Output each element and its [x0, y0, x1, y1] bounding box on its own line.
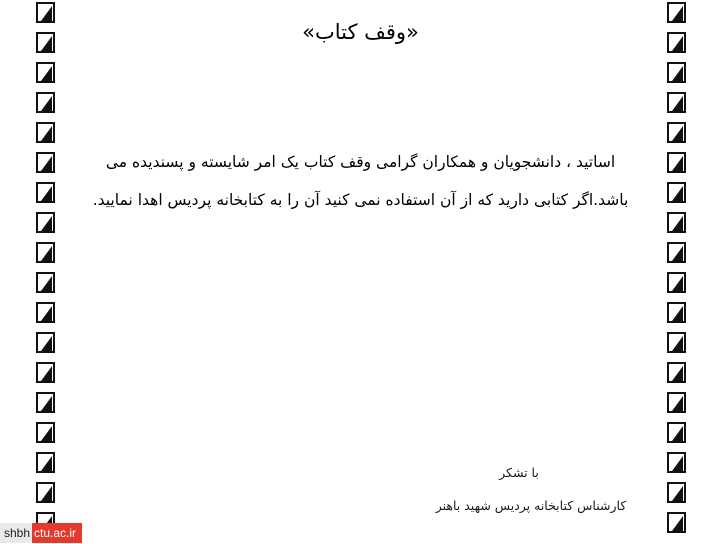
arrow-mark-icon	[667, 392, 686, 413]
arrow-mark-icon	[667, 122, 686, 143]
arrow-mark-icon	[36, 182, 55, 203]
arrow-mark-icon	[667, 152, 686, 173]
watermark-prefix: shbh	[0, 523, 32, 543]
arrow-mark-icon	[36, 2, 55, 23]
arrow-mark-icon	[36, 332, 55, 353]
arrow-mark-icon	[36, 362, 55, 383]
arrow-mark-icon	[36, 482, 55, 503]
watermark-domain: ctu.ac.ir	[32, 523, 82, 543]
arrow-mark-icon	[36, 152, 55, 173]
left-decorative-border	[22, 0, 68, 544]
arrow-mark-icon	[36, 62, 55, 83]
arrow-mark-icon	[667, 272, 686, 293]
arrow-mark-icon	[36, 242, 55, 263]
arrow-mark-icon	[36, 422, 55, 443]
arrow-mark-icon	[667, 62, 686, 83]
signature-role: کارشناس کتابخانه پردیس شهید باهنر	[435, 497, 627, 513]
arrow-mark-icon	[667, 302, 686, 323]
signature-thanks: با تشکر	[499, 465, 539, 480]
arrow-mark-icon	[36, 392, 55, 413]
arrow-mark-icon	[667, 92, 686, 113]
arrow-mark-icon	[36, 452, 55, 473]
arrow-mark-icon	[667, 2, 686, 23]
arrow-mark-icon	[36, 32, 55, 53]
arrow-mark-icon	[667, 422, 686, 443]
arrow-mark-icon	[36, 302, 55, 323]
announcement-body: اساتید ، دانشجویان و همکاران گرامی وقف کتاب یک امر شایسته و پسندیده می باشد.اگر کتابی دارید که از آن استفاده نمی کنید آن را به کتابخانه پردیس اهدا نمایید.	[92, 153, 629, 209]
arrow-mark-icon	[667, 32, 686, 53]
arrow-mark-icon	[667, 242, 686, 263]
page-title: «وقف کتاب»	[302, 20, 419, 44]
arrow-mark-icon	[667, 362, 686, 383]
arrow-mark-icon	[36, 92, 55, 113]
site-watermark	[0, 522, 82, 544]
signature-block	[361, 457, 701, 522]
arrow-mark-icon	[36, 212, 55, 233]
arrow-mark-icon	[36, 122, 55, 143]
arrow-mark-icon	[667, 212, 686, 233]
arrow-mark-icon	[667, 182, 686, 203]
arrow-mark-icon	[667, 332, 686, 353]
arrow-mark-icon	[36, 272, 55, 293]
